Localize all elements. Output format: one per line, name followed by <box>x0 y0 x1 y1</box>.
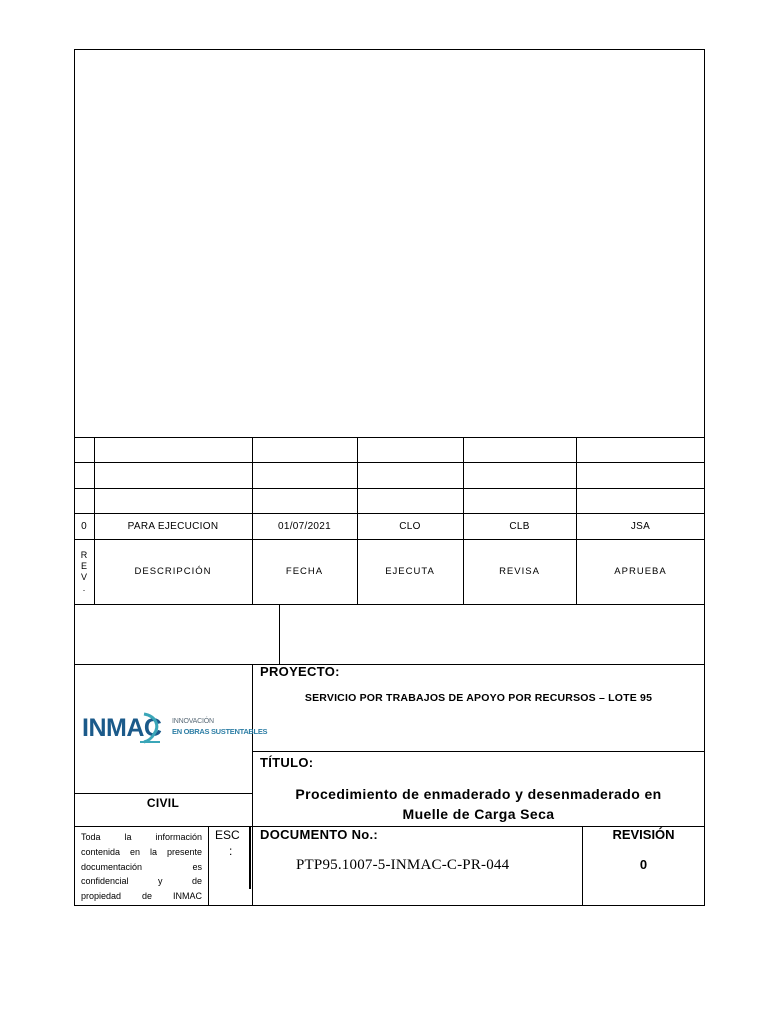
confidentiality-note <box>81 830 202 904</box>
logo-tagline-2: EN OBRAS SUSTENTABLES <box>172 727 268 736</box>
scale-colon: : <box>229 844 233 858</box>
document-title-line1: Procedimiento de enmaderado y desenmaderado en <box>295 786 662 802</box>
rev-approves-cell: JSA <box>630 520 651 532</box>
header-reviews: REVISA <box>499 566 540 577</box>
rev-header-letter: . <box>82 583 86 593</box>
rev-header-letter: V <box>80 572 87 582</box>
svg-text:INMAC: INMAC <box>82 714 162 742</box>
document-title <box>252 784 705 824</box>
confidentiality-line: contenida en la presente <box>81 846 202 857</box>
table-rule <box>249 826 251 889</box>
document-title-line2: Muelle de Carga Seca <box>402 806 555 822</box>
table-rule <box>74 437 705 438</box>
header-approves: APRUEBA <box>614 566 667 577</box>
confidentiality-line: documentación es <box>81 861 202 872</box>
scale-label: ESC <box>215 828 240 842</box>
rev-reviews-cell: CLB <box>509 520 530 532</box>
discipline: CIVIL <box>146 796 180 810</box>
logo-tagline-1: INNOVACIÓN <box>172 718 214 725</box>
table-rule <box>74 604 705 605</box>
table-rule <box>252 751 705 752</box>
confidentiality-line: propiedad de INMAC <box>81 891 202 902</box>
table-rule <box>279 604 280 664</box>
confidentiality-line: confidencial y de <box>81 876 202 887</box>
table-rule <box>74 462 705 463</box>
revision-value: 0 <box>639 857 648 872</box>
rev-date-cell: 01/07/2021 <box>277 520 332 532</box>
rev-number-cell: 0 <box>81 520 87 532</box>
revision-label: REVISIÓN <box>612 827 675 842</box>
table-rule <box>74 664 705 665</box>
title-block-frame <box>74 49 705 906</box>
document-number: PTP95.1007-5-INMAC-C-PR-044 <box>296 857 510 873</box>
header-date: FECHA <box>285 566 324 577</box>
project-label: PROYECTO: <box>260 664 340 679</box>
rev-header-letter: R <box>80 550 88 560</box>
rev-header-vertical <box>74 540 94 604</box>
header-executes: EJECUTA <box>385 566 435 577</box>
title-label: TÍTULO: <box>260 755 314 770</box>
rev-description-cell: PARA EJECUCION <box>127 520 219 532</box>
confidentiality-line: Toda la información <box>81 832 202 842</box>
project-name: SERVICIO POR TRABAJOS DE APOYO POR RECURSOS – LOTE 95 <box>304 692 653 704</box>
document-number-label: DOCUMENTO No.: <box>260 827 379 842</box>
table-rule <box>208 826 209 906</box>
rev-executes-cell: CLO <box>399 520 421 532</box>
rev-header-letter: E <box>80 561 87 571</box>
table-rule <box>74 488 705 489</box>
header-description: DESCRIPCIÓN <box>134 566 212 577</box>
